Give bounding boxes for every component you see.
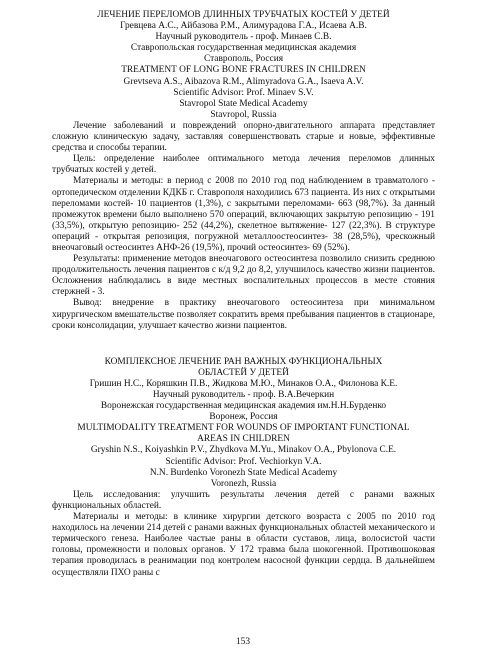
article-title-ru: ЛЕЧЕНИЕ ПЕРЕЛОМОВ ДЛИННЫХ ТРУБЧАТЫХ КОСТЕЙ У ДЕТЕЙ — [97, 10, 390, 20]
authors-ru: Гревцева А.С., Айбазова Р.М., Алимурадова Г.А., Исаева А.В. — [120, 21, 367, 32]
supervisor-ru: Научный руководитель - проф. В.А.Вечеркин — [152, 390, 335, 400]
institution-en: N.N. Burdenko Voronezh State Medical Academy — [149, 467, 338, 478]
article-title-ru-line2: ОБЛАСТЕЙ У ДЕТЕЙ — [198, 367, 289, 378]
supervisor-en: Scientific Advisor: Prof. Vechiorkyn V.A. — [165, 456, 322, 467]
institution-ru: Воронежская государственная медицинская академия им.Н.Н.Бурденко — [100, 401, 387, 412]
article-long-bone-fractures — [52, 10, 435, 332]
authors-en: Grevtseva A.S., Aibazova R.M., Alimyradova G.A., Isaeva A.V. — [123, 76, 364, 87]
article-title-en-line2: AREAS IN CHILDREN — [197, 434, 290, 445]
paragraph-aim: Цель: определение наиболее оптимального метода лечения переломов длинных трубчатых костей у детей. — [52, 154, 435, 176]
paragraph-methods: Материалы и методы: в клинике хирургии детского возраста с 2005 по 2010 год находилось на лечении 214 детей с ранами важных функциональных областей механического и термического генеза. Наиболее частые раны в области суставов, лица, волосистой части головы, промежности и половых органов. У 172 травма была шокогенной. Противошоковая терапия проводилась в реанимации под контролем насосной функции сердца. В дальнейшем осуществляли ПХО раны с — [52, 512, 435, 578]
authors-ru: Гришин Н.С., Коряшкин П.В., Жидкова М.Ю., Минаков О.А., Филонова К.Е. — [89, 378, 398, 389]
city-ru: Воронеж, Россия — [209, 412, 278, 423]
article-title-ru-line1: КОМПЛЕКСНОЕ ЛЕЧЕНИЕ РАН ВАЖНЫХ ФУНКЦИОНАЛЬНЫХ — [104, 356, 383, 367]
city-en: Stavropol, Russia — [210, 109, 277, 120]
supervisor-en: Scientific Advisor: Prof. Minaev S.V. — [173, 87, 314, 98]
paragraph-conclusion: Вывод: внедрение в практику внеочагового остеосинтеза при минимальном хирургическом вмешательстве позволяет сократить время пребывания пациентов в стационаре, сроки консолидации, улучшает качество жизни пациентов. — [52, 298, 435, 331]
paragraph-methods: Материалы и методы: в период с 2008 по 2010 год под наблюдением в травматолого - ортопедическом отделении КДКБ г. Ставрополя находились 673 пациента. Из них с открытыми переломами костей- 10 пациентов (1,3%), с закрытыми переломами- 663 (98,7%). За данный промежуток времени было выполнено 570 операций, включающих закрытую репозицию - 191 (33,5%), открытую репозицию- 252 (44,2%), скелетное вытяжение- 127 (22,3%). В структуре операций - открытая репозиция, погружной металлоостеосинтез- 38 (28,5%), чрескожный внеочаговый остеосинтез АНФ-26 (19,5%), прочий остеосинтез- 69 (52%). — [52, 176, 435, 253]
page-number: 153 — [235, 637, 251, 647]
article-separator — [52, 332, 435, 357]
article-title-en-line1: MULTIMODALITY TREATMENT FOR WOUNDS OF IMPORTANT FUNCTIONAL — [77, 423, 410, 434]
article-title-en: TREATMENT OF LONG BONE FRACTURES IN CHILDREN — [121, 65, 366, 76]
supervisor-ru: Научный руководитель - проф. Минаев С.В. — [155, 32, 332, 43]
institution-ru: Ставропольская государственная медицинская академия — [130, 43, 357, 54]
paragraph-introduction: Лечение заболеваний и повреждений опорно-двигательного аппарата представляет сложную клиническую задачу, заставляя совершенствовать старые и новые, эффективные средства и способы терапии. — [52, 120, 435, 154]
article-wound-treatment — [52, 357, 435, 579]
paragraph-aim: Цель исследования: улучшить результаты лечения детей с ранами важных функциональных областей. — [52, 489, 435, 511]
paragraph-results: Результаты: применение методов внеочагового остеосинтеза позволило снизить среднюю продолжительность лечения пациентов с к/д 9,2 до 8,2, улучшилось качество жизни пациентов. Осложнения наблюдались в виде местных воспалительных процессов в месте стояния стержней - 3. — [52, 254, 435, 298]
city-en: Voronezh, Russia — [210, 478, 277, 489]
institution-en: Stavropol State Medical Academy — [179, 98, 308, 109]
authors-en: Gryshin N.S., Koiyashkin P.V., Zhydkova M.Yu., Minakov O.A., Pbylonova C.E. — [90, 445, 397, 456]
city-ru: Ставрополь, Россия — [203, 54, 284, 65]
